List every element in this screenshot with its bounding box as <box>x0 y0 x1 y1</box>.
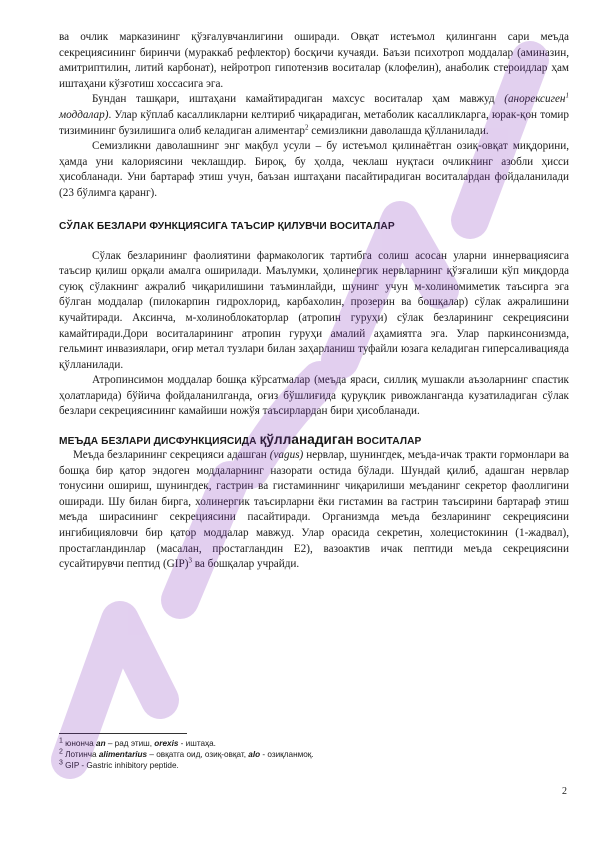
footnote-3: $^3$ GIP - Gastric inhibitory peptide. <box>59 759 179 770</box>
footnote-ref-2: 2 <box>304 122 309 131</box>
paragraph-4: Сўлак безларининг фаолиятини фармакологик тартибга солиш асосан уларни иннервациясига таъсир қилиш орқали амалга оширилади. Маълумки, ҳолинергик нервларнинг қўзғалиши кўп миқдорда суюқ сўлакнинг ажралиб чиқарилишини таъминлайди, шунинг учун м-холиномиметик таъсирга эга бўлган моддалар (пилокарпин гидрохлорид, карбахолин, прозерин ва бошқалар) сўлак ажралишини кучайтиради. Аксинча, м-холиноблокаторлар (атропин гуруҳи) сўлак безларининг секрециясини камайтиради.Дори воситаларининг атропин гуруҳи амалий аҳамиятга эга. Улар паркинсонизмда, гельминт инвазиялари, оғир метал тузлари билан заҳарланиш туфайли юзага келадиган гиперсаливацияда қўлланилади. <box>59 249 569 371</box>
footnote-ref-3: 3 <box>188 556 192 565</box>
footnote-divider <box>59 733 187 734</box>
footnote-1: $^1$ юнонча an – рад этиш, orexis - иштаҳа. <box>59 737 216 748</box>
paragraph-5: Атропинсимон моддалар бошқа кўрсатмалар (меъда яраси, силлиқ мушакли аъзоларнинг спастик ҳолатларида) бўйича фойдаланилганда, оғиз бўшлиғида қуруқлик ривожланганда кузатиладиган сўлак безлари секрециясининг камайиши ножўя таъсирлардан бири ҳисобланади. <box>59 374 569 418</box>
page-body <box>59 30 569 573</box>
p2-term: (анорексиген$^1$ моддалар) <box>59 91 569 121</box>
p2-text-b: . Улар кўплаб касалликларни келтириб чиқарадиган, метаболик касалликларга, юрак-қон томир тизимининг бузилишига олиб келадиган алиментар <box>59 108 569 137</box>
p2-text-c: семизликни даволашда қўлланилади. <box>308 124 489 137</box>
footnote-ref-1: 1 <box>565 91 569 100</box>
footnote-2: $^2$ Лотинча alimentarius – овқатга оид, озиқ-овқат, alo - озиқланмоқ. <box>59 748 314 759</box>
paragraph-1: ва очлик марказининг қўзғалувчанлигини оширади. Овқат истеъмол қилинганн сари меъда секрециясининг биринчи (мураккаб рефлектор) босқичи кучаяди. Баъзи психотроп моддалар (аминазин, амитриптилин, литий карбонат), нейротроп гипотензив воситалар (клофелин), анаболик стероидлар ҳам иштаҳани кўзғотиш хоссасига эга. <box>59 31 569 90</box>
paragraph-2 <box>59 92 569 139</box>
paragraph-6: Меъда безларининг секрецияси адашган (vagus) нервлар, шунингдек, меъда-ичак тракти гормонлари ва бошқа бир қатор эндоген моддаларнинг назорати остида бўлади. Шундай қилиб, адашган нервлар тонусини ошириш, шунингдек, гастрин ва гистаминнинг чиқарилиши меъданинг секретор фаоллигини оширади. Шу билан бирга, холинергик таъсирларни ёки гистамин ва гастрин таъсирини бартараф этиш меъда ширасининг секрециясини пасайтиради. Организмда меъда безларининг секрециясини ингибицияловчи бир қатор моддалар мавжуд. Улар орасида секретин, холецистокинин (1-жадвал), простагландинлар (масалан, простагландин Е2), вазоактив ичак пептиди меъда секрециясини сусайтирувчи пептид (GIP)$^3$ ва бошқалар учрайди. <box>59 449 569 571</box>
section-heading-saliva: СЎЛАК БЕЗЛАРИ ФУНКЦИЯСИГА ТАЪСИР ҚИЛУВЧИ ВОСИТАЛАР <box>59 220 395 232</box>
section-heading-gastric: МЕЪДА БЕЗЛАРИ ДИСФУНКЦИЯСИДА қўлланадиган ВОСИТАЛАР <box>59 432 422 448</box>
footnotes <box>59 738 569 771</box>
p2-text-a: Бундан ташқари, иштаҳани камайтирадиган махсус воситалар ҳам мавжуд <box>92 93 505 106</box>
page-number: 2 <box>562 786 567 797</box>
vagus-term: (vagus) <box>269 449 304 462</box>
paragraph-3: Семизликни даволашнинг энг мақбул усули – бу истеъмол қилинаётган озиқ-овқат миқдорини, ҳамда уни калориясини чеклашдир. Бироқ, бу ҳолда, чеклаш нуқтаси очликнинг азобли ҳисси ҳисобланади. Уни бартараф этиш учун, баъзан иштаҳани пасайтирадиган воситалардан фойдаланилади (23 бўлимга қаранг). <box>59 140 569 199</box>
